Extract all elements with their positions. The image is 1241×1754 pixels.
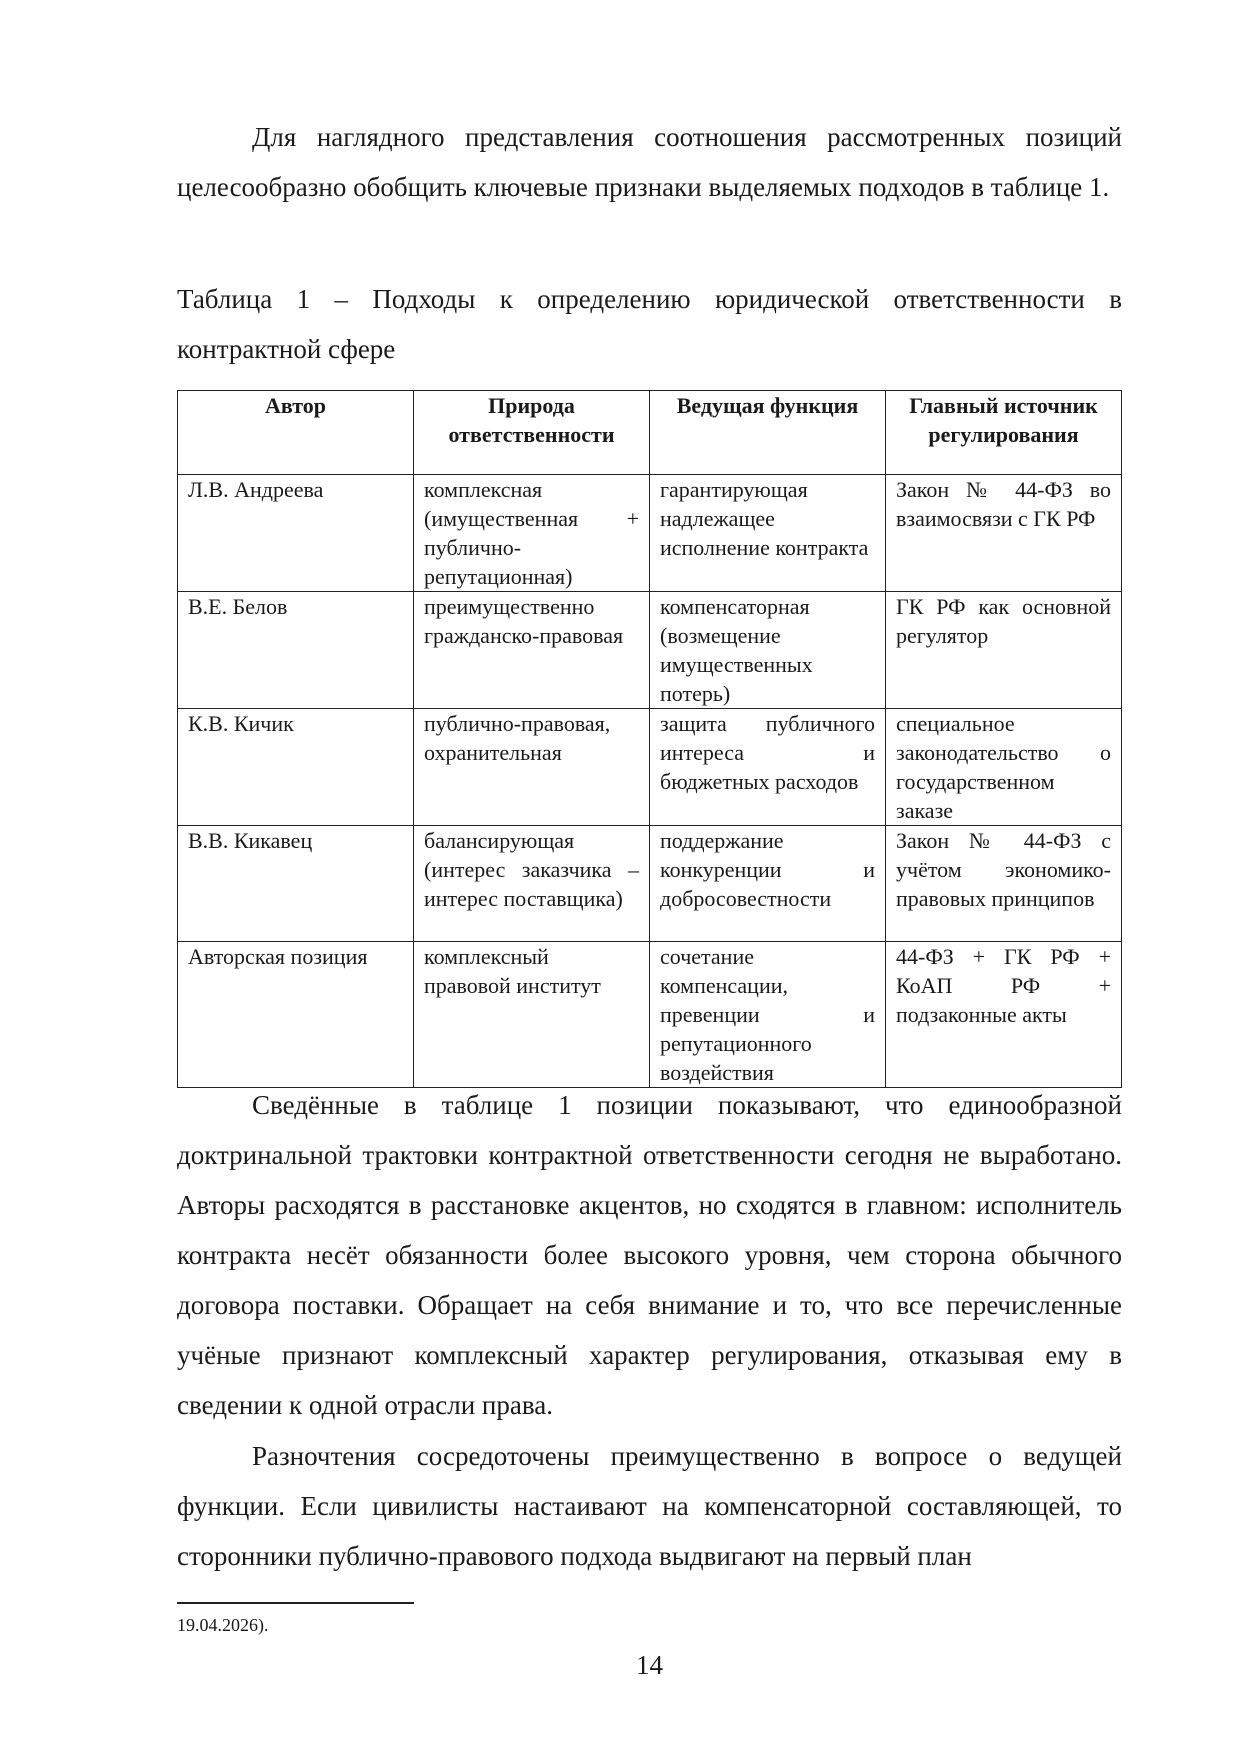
- approaches-table: [177, 390, 1122, 1088]
- table-cell: компенсаторная (возмещение имущественных потерь): [650, 592, 886, 709]
- table-cell: В.Е. Белов: [178, 592, 414, 709]
- table-cell: Закон № 44-ФЗ с учётом экономико-правовых принципов: [886, 826, 1122, 942]
- footnote-separator: [177, 1602, 414, 1604]
- table-cell: гарантирующая надлежащее исполнение контракта: [650, 475, 886, 592]
- table-cell: ГК РФ как основной регулятор: [886, 592, 1122, 709]
- table-row: [178, 826, 1122, 942]
- table-row: [178, 592, 1122, 709]
- table-cell: В.В. Кикавец: [178, 826, 414, 942]
- summary-paragraph: Сведённые в таблице 1 позиции показывают, что единообразной доктринальной трактовки контрактной ответственности сегодня не выработано. Авторы расходятся в расстановке акцентов, но сходятся в главном: исполнитель контракта несёт обязанности более высокого уровня, чем сторона обычного договора поставки. Обращает на себя внимание и то, что все перечисленные учёные признают комплексный характер регулирования, отказывая ему в сведении к одной отрасли права.: [177, 1090, 1122, 1420]
- table-cell: комплексная (имущественная + публично-репутационная): [414, 475, 650, 592]
- table-cell: сочетание компенсации, превенции и репутационного воздействия: [650, 942, 886, 1088]
- table-cell: балансирующая (интерес заказчика – интерес поставщика): [414, 826, 650, 942]
- table-cell: комплексный правовой институт: [414, 942, 650, 1088]
- table-row: [178, 475, 1122, 592]
- table-cell: К.В. Кичик: [178, 709, 414, 826]
- table-cell: публично-правовая, охранительная: [414, 709, 650, 826]
- table-cell: Закон № 44-ФЗ во взаимосвязи с ГК РФ: [886, 475, 1122, 592]
- table-cell: Л.В. Андреева: [178, 475, 414, 592]
- header-source: Главный источник регулирования: [886, 391, 1122, 475]
- table-caption: Таблица 1 – Подходы к определению юридической ответственности в контрактной сфере: [177, 284, 1122, 364]
- table-cell: поддержание конкуренции и добросовестности: [650, 826, 886, 942]
- table-row: [178, 709, 1122, 826]
- intro-paragraph: Для наглядного представления соотношения рассмотренных позиций целесообразно обобщить ключевые признаки выделяемых подходов в таблице 1.: [177, 122, 1122, 202]
- table-cell: Авторская позиция: [178, 942, 414, 1088]
- table-cell: 44-ФЗ + ГК РФ + КоАП РФ + подзаконные акты: [886, 942, 1122, 1088]
- divergence-paragraph: Разночтения сосредоточены преимущественно в вопросе о ведущей функции. Если цивилисты настаивают на компенсаторной составляющей, то сторонники публично-правового подхода выдвигают на первый план: [177, 1441, 1122, 1571]
- header-nature: Природа ответственности: [414, 391, 650, 475]
- table-cell: преимущественно гражданско-правовая: [414, 592, 650, 709]
- header-function: Ведущая функция: [650, 391, 886, 475]
- footnote-text: 19.04.2026).: [177, 1615, 269, 1635]
- table-cell: защита публичного интереса и бюджетных расходов: [650, 709, 886, 826]
- table-row: [178, 942, 1122, 1088]
- page-number: 14: [636, 1650, 663, 1680]
- header-author: Автор: [178, 391, 414, 475]
- table-cell: специальное законодательство о государственном заказе: [886, 709, 1122, 826]
- table-header-row: [178, 391, 1122, 475]
